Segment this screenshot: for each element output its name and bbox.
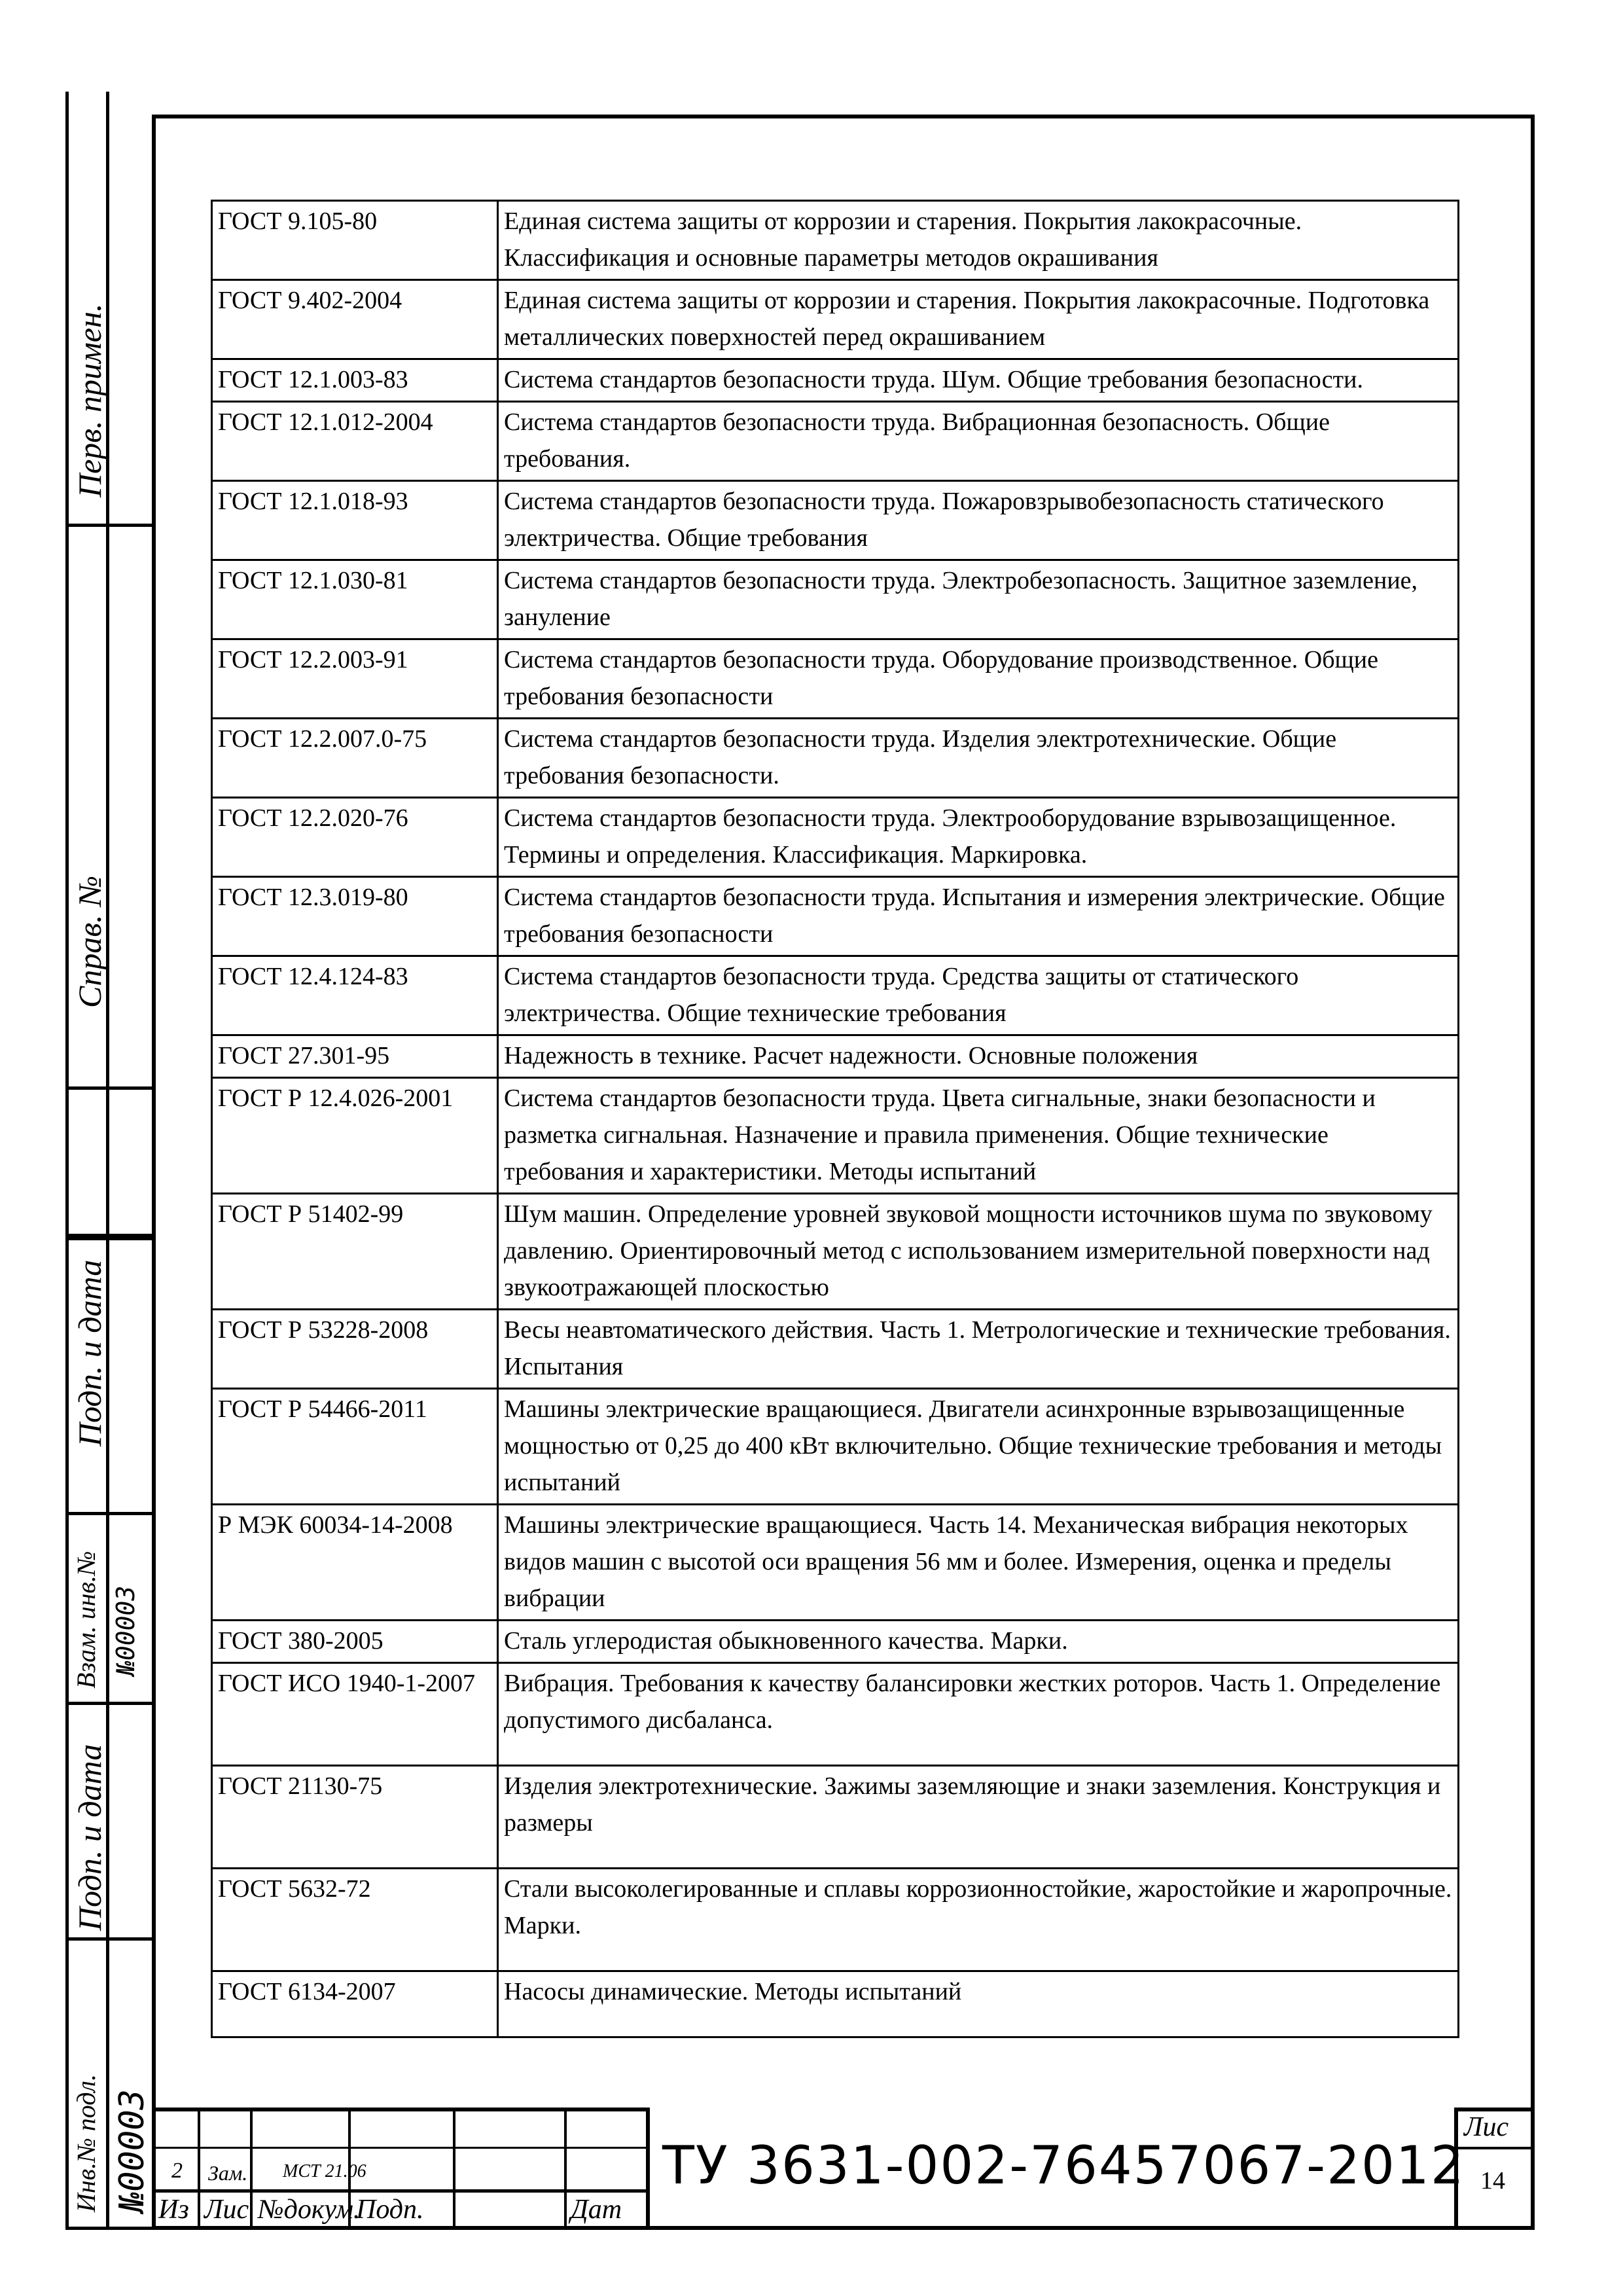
document-code: ТУ 3631-002-76457067-2012 xyxy=(662,2135,1465,2196)
margin-value-original-inv: №00003 xyxy=(113,2089,152,2212)
standard-code: ГОСТ 12.2.020-76 xyxy=(212,798,498,877)
margin-label-sign-date-2: Подп. и дата xyxy=(71,1744,108,1931)
margin-strip xyxy=(65,92,152,2230)
standard-title: Система стандартов безопасности труда. Средства защиты от статического электричества. Общие технические требования xyxy=(498,956,1459,1035)
title-block-col-line xyxy=(453,2108,455,2230)
table-row xyxy=(212,1310,1459,1389)
standard-code: ГОСТ 12.2.003-91 xyxy=(212,639,498,719)
table-row xyxy=(212,481,1459,560)
table-row xyxy=(212,359,1459,402)
standard-code: ГОСТ 12.1.003-83 xyxy=(212,359,498,402)
standard-title: Шум машин. Определение уровней звуковой мощности источников шума по звуковому давлению. Ориентировочный метод с использованием измерительной поверхности над звукоотражающей плоскостью xyxy=(498,1194,1459,1310)
standard-title: Весы неавтоматического действия. Часть 1. Метрологические и технические требования. Испытания xyxy=(498,1310,1459,1389)
standard-title: Машины электрические вращающиеся. Часть 14. Механическая вибрация некоторых видов машин с высотой оси вращения 56 мм и более. Измерения, оценка и пределы вибрации xyxy=(498,1505,1459,1621)
standard-title: Система стандартов безопасности труда. Вибрационная безопасность. Общие требования. xyxy=(498,402,1459,481)
table-row xyxy=(212,1194,1459,1310)
table-row xyxy=(212,201,1459,280)
standard-title: Система стандартов безопасности труда. Оборудование производственное. Общие требования безопасности xyxy=(498,639,1459,719)
table-row xyxy=(212,877,1459,956)
standard-code: ГОСТ 21130-75 xyxy=(212,1766,498,1869)
standard-title: Система стандартов безопасности труда. Шум. Общие требования безопасности. xyxy=(498,359,1459,402)
header-date: Дат xyxy=(571,2195,622,2225)
sheet-box-mid-line xyxy=(1454,2147,1535,2149)
standard-title: Система стандартов безопасности труда. Испытания и измерения электрические. Общие требования безопасности xyxy=(498,877,1459,956)
title-block-col-line xyxy=(646,2108,650,2230)
standard-title: Сталь углеродистая обыкновенного качества. Марки. xyxy=(498,1621,1459,1663)
header-signature: Подп. xyxy=(356,2195,424,2225)
table-row xyxy=(212,1869,1459,1971)
table-row xyxy=(212,719,1459,798)
standards-table xyxy=(211,200,1459,2038)
margin-label-sign-date-1: Подп. и дата xyxy=(71,1259,108,1446)
standard-code: ГОСТ 12.1.012-2004 xyxy=(212,402,498,481)
standard-title: Система стандартов безопасности труда. Электрооборудование взрывозащищенное. Термины и определения. Классификация. Маркировка. xyxy=(498,798,1459,877)
table-row xyxy=(212,1971,1459,2037)
standard-title: Вибрация. Требования к качеству балансировки жестких роторов. Часть 1. Определение допустимого дисбаланса. xyxy=(498,1663,1459,1766)
standard-title: Система стандартов безопасности труда. Изделия электротехнические. Общие требования безопасности. xyxy=(498,719,1459,798)
table-row xyxy=(212,560,1459,639)
sheet-label: Лис xyxy=(1464,2112,1509,2142)
standard-code: ГОСТ Р 12.4.026-2001 xyxy=(212,1078,498,1194)
standard-title: Надежность в технике. Расчет надежности. Основные положения xyxy=(498,1035,1459,1078)
margin-label-original-inv: Инв.№ подл. xyxy=(71,2074,101,2212)
standard-code: ГОСТ ИСО 1940-1-2007 xyxy=(212,1663,498,1766)
standard-code: ГОСТ 12.3.019-80 xyxy=(212,877,498,956)
table-row xyxy=(212,1078,1459,1194)
margin-label-first-use: Перв. примен. xyxy=(71,303,108,497)
standard-title: Система стандартов безопасности труда. Цвета сигнальные, знаки безопасности и разметка сигнальная. Назначение и правила применения. Общие технические требования и характеристики. Методы испытаний xyxy=(498,1078,1459,1194)
standard-code: ГОСТ Р 51402-99 xyxy=(212,1194,498,1310)
standard-code: ГОСТ Р 54466-2011 xyxy=(212,1389,498,1505)
standard-title: Насосы динамические. Методы испытаний xyxy=(498,1971,1459,2037)
table-row xyxy=(212,280,1459,359)
standard-code: ГОСТ 12.1.018-93 xyxy=(212,481,498,560)
table-row xyxy=(212,1663,1459,1766)
revision-document: МСТ 21.06 xyxy=(283,2161,366,2181)
standard-code: ГОСТ 12.1.030-81 xyxy=(212,560,498,639)
table-row xyxy=(212,639,1459,719)
standard-code: ГОСТ 6134-2007 xyxy=(212,1971,498,2037)
title-block-header-line xyxy=(152,2189,649,2193)
standard-title: Машины электрические вращающиеся. Двигатели асинхронные взрывозащищенные мощностью от 0,25 до 400 кВт включительно. Общие технические требования и методы испытаний xyxy=(498,1389,1459,1505)
standard-code: ГОСТ 9.105-80 xyxy=(212,201,498,280)
margin-label-reference: Справ. № xyxy=(71,875,108,1008)
table-row xyxy=(212,1766,1459,1869)
revision-number: 2 xyxy=(171,2159,183,2183)
standard-code: ГОСТ 5632-72 xyxy=(212,1869,498,1971)
standard-title: Единая система защиты от коррозии и старения. Покрытия лакокрасочные. Подготовка металлических поверхностей перед окрашиванием xyxy=(498,280,1459,359)
margin-gap xyxy=(65,1086,152,1237)
sheet-number: 14 xyxy=(1480,2167,1505,2195)
title-block xyxy=(152,2108,1535,2230)
title-block-col-line xyxy=(564,2108,567,2230)
table-row xyxy=(212,1389,1459,1505)
table-row xyxy=(212,1035,1459,1078)
header-sheet: Лис xyxy=(204,2195,249,2225)
standard-code: ГОСТ 9.402-2004 xyxy=(212,280,498,359)
title-block-col-line xyxy=(250,2108,253,2230)
header-doc-number: №докум. xyxy=(258,2195,361,2225)
table-row xyxy=(212,1621,1459,1663)
standard-code: ГОСТ 12.4.124-83 xyxy=(212,956,498,1035)
standard-title: Единая система защиты от коррозии и старения. Покрытия лакокрасочные. Классификация и основные параметры методов окрашивания xyxy=(498,201,1459,280)
table-row xyxy=(212,1505,1459,1621)
title-block-top-line xyxy=(152,2108,649,2111)
table-row xyxy=(212,956,1459,1035)
standard-title: Система стандартов безопасности труда. Электробезопасность. Защитное заземление, зануление xyxy=(498,560,1459,639)
standard-code: ГОСТ Р 53228-2008 xyxy=(212,1310,498,1389)
table-row xyxy=(212,798,1459,877)
table-row xyxy=(212,402,1459,481)
standard-title: Изделия электротехнические. Зажимы заземляющие и знаки заземления. Конструкция и размеры xyxy=(498,1766,1459,1869)
standard-title: Система стандартов безопасности труда. Пожаровзрывобезопасность статического электричества. Общие требования xyxy=(498,481,1459,560)
header-change: Из xyxy=(158,2195,189,2225)
standard-code: Р МЭК 60034-14-2008 xyxy=(212,1505,498,1621)
margin-value-replacement-inv: №00003 xyxy=(111,1585,140,1676)
standard-code: ГОСТ 27.301-95 xyxy=(212,1035,498,1078)
standard-code: ГОСТ 380-2005 xyxy=(212,1621,498,1663)
standard-title: Стали высоколегированные и сплавы коррозионностойкие, жаростойкие и жаропрочные. Марки. xyxy=(498,1869,1459,1971)
title-block-col-line xyxy=(198,2108,200,2230)
standard-code: ГОСТ 12.2.007.0-75 xyxy=(212,719,498,798)
title-block-row-line xyxy=(152,2147,649,2149)
margin-label-replacement-inv: Взам. инв.№ xyxy=(71,1551,101,1689)
revision-type: Зам. xyxy=(208,2161,248,2185)
